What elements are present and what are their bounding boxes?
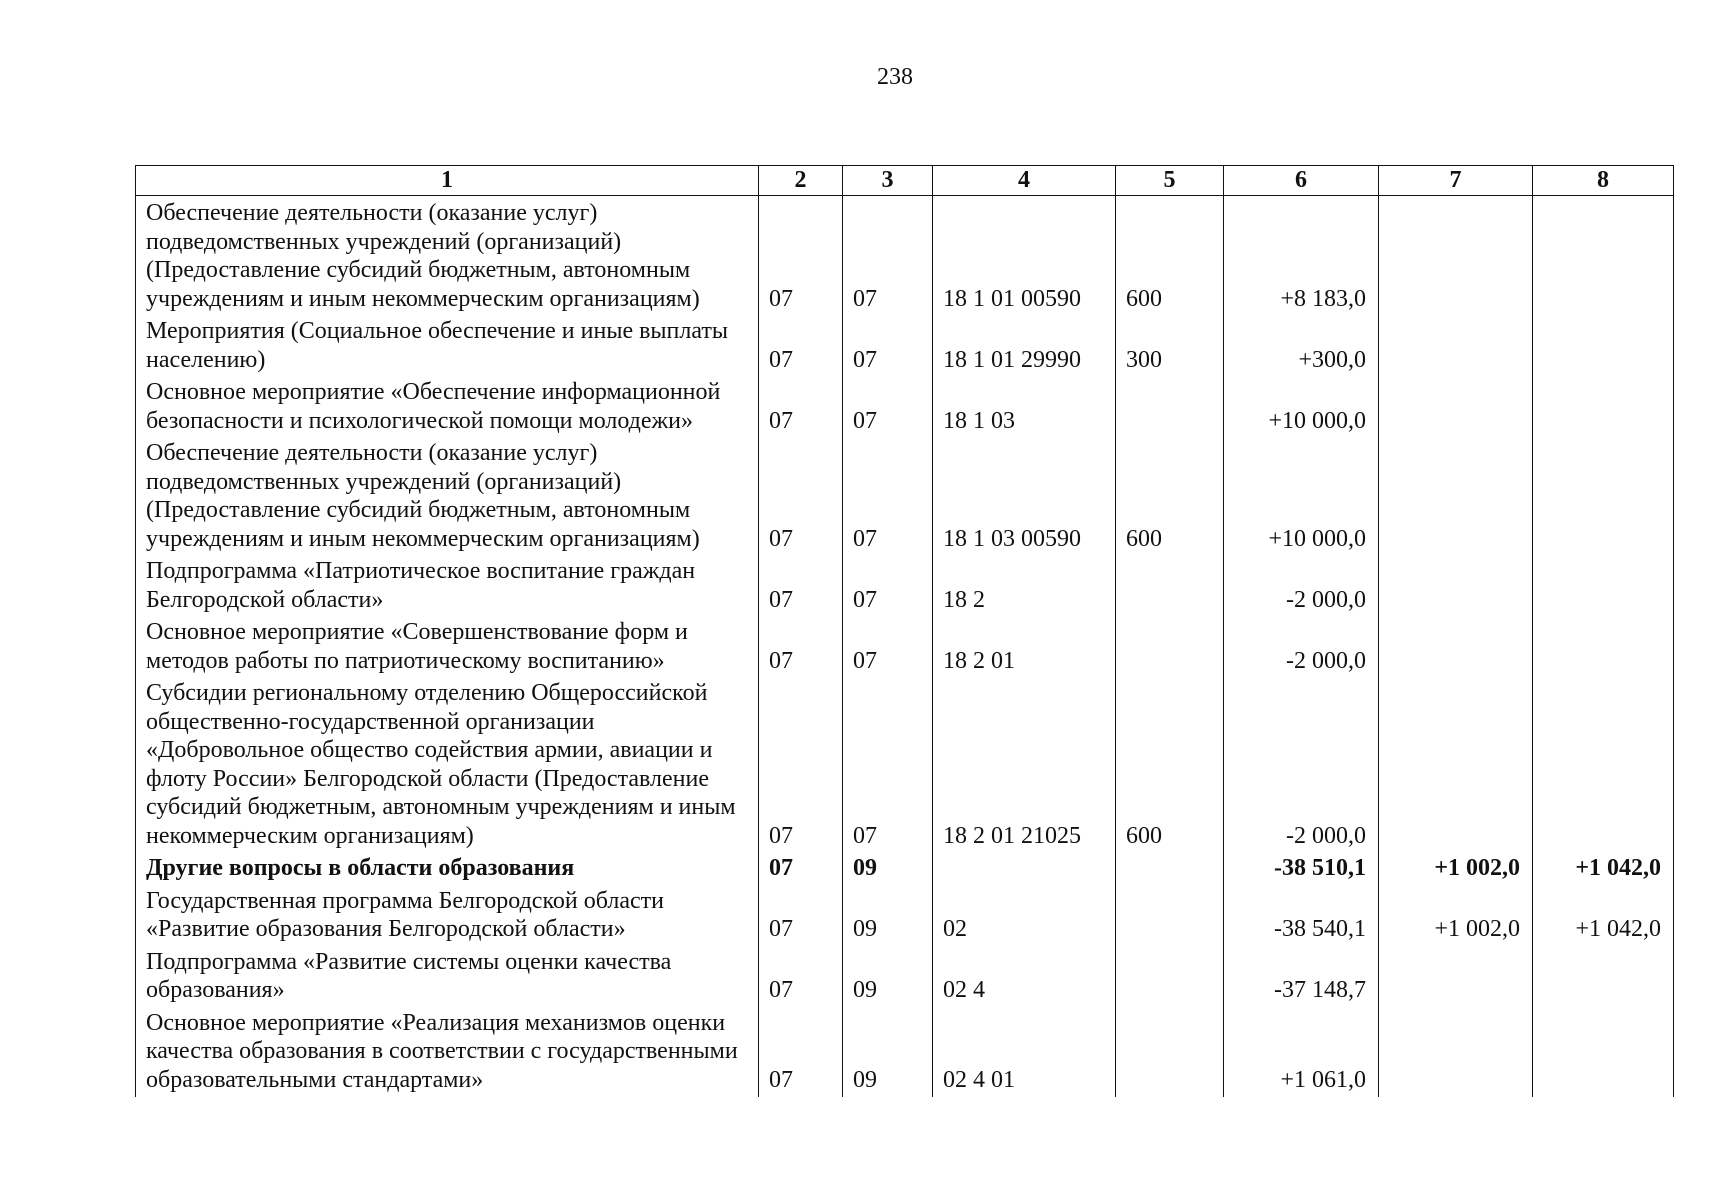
row-section-code: 07 (759, 947, 843, 1008)
column-header-2: 2 (759, 166, 843, 196)
row-target-article-code: 02 4 (933, 947, 1116, 1008)
table-row (136, 947, 1674, 1008)
table-row (136, 196, 1674, 317)
column-header-1: 1 (136, 166, 759, 196)
header-row (136, 166, 1674, 196)
table-row (136, 1008, 1674, 1098)
row-value-col7 (1379, 196, 1533, 317)
row-value-col7 (1379, 316, 1533, 377)
row-target-article-code (933, 853, 1116, 886)
row-section-code: 07 (759, 886, 843, 947)
row-expense-type-code: 600 (1116, 196, 1224, 317)
row-value-col7 (1379, 377, 1533, 438)
table-row (136, 316, 1674, 377)
row-expense-type-code (1116, 617, 1224, 678)
row-target-article-code: 18 1 03 00590 (933, 438, 1116, 556)
row-value-col6: +8 183,0 (1224, 196, 1379, 317)
row-value-col8 (1533, 1008, 1674, 1098)
row-section-code: 07 (759, 1008, 843, 1098)
row-description: Основное мероприятие «Обеспечение информационной безопасности и психологической помощи молодежи» (136, 377, 759, 438)
row-target-article-code: 02 (933, 886, 1116, 947)
table-row (136, 678, 1674, 853)
table-row (136, 617, 1674, 678)
row-subsection-code: 07 (843, 678, 933, 853)
table-row (136, 377, 1674, 438)
row-value-col8 (1533, 556, 1674, 617)
column-header-4: 4 (933, 166, 1116, 196)
row-subsection-code: 07 (843, 377, 933, 438)
row-value-col8 (1533, 678, 1674, 853)
row-description: Обеспечение деятельности (оказание услуг) подведомственных учреждений (организаций) (Предоставление субсидий бюджетным, автономным учреждениям и иным некоммерческим организациям) (136, 438, 759, 556)
row-value-col7 (1379, 1008, 1533, 1098)
row-subsection-code: 07 (843, 316, 933, 377)
row-value-col7: +1 002,0 (1379, 853, 1533, 886)
row-subsection-code: 09 (843, 853, 933, 886)
row-value-col8 (1533, 377, 1674, 438)
row-value-col8 (1533, 196, 1674, 317)
row-value-col6: +10 000,0 (1224, 377, 1379, 438)
row-value-col6: +300,0 (1224, 316, 1379, 377)
row-value-col6: -2 000,0 (1224, 678, 1379, 853)
table-row (136, 853, 1674, 886)
table-row (136, 556, 1674, 617)
table-row (136, 438, 1674, 556)
row-value-col6: -38 540,1 (1224, 886, 1379, 947)
row-section-code: 07 (759, 438, 843, 556)
page-number: 238 (877, 64, 913, 90)
row-description: Основное мероприятие «Реализация механизмов оценки качества образования в соответствии с государственными образовательными стандартами» (136, 1008, 759, 1098)
row-expense-type-code: 300 (1116, 316, 1224, 377)
row-expense-type-code: 600 (1116, 678, 1224, 853)
row-value-col6: -37 148,7 (1224, 947, 1379, 1008)
row-section-code: 07 (759, 377, 843, 438)
row-value-col8 (1533, 438, 1674, 556)
column-header-7: 7 (1379, 166, 1533, 196)
row-value-col8 (1533, 947, 1674, 1008)
row-value-col7 (1379, 678, 1533, 853)
row-description: Субсидии региональному отделению Общероссийской общественно-государственной организации «Добровольное общество содействия армии, авиации и флоту России» Белгородской области (Предоставление субсидий бюджетным, автономным учреждениям и иным некоммерческим организациям) (136, 678, 759, 853)
row-value-col8 (1533, 316, 1674, 377)
row-expense-type-code: 600 (1116, 438, 1224, 556)
row-value-col6: -2 000,0 (1224, 556, 1379, 617)
row-description: Мероприятия (Социальное обеспечение и иные выплаты населению) (136, 316, 759, 377)
row-target-article-code: 18 1 03 (933, 377, 1116, 438)
row-value-col7 (1379, 947, 1533, 1008)
row-value-col8: +1 042,0 (1533, 853, 1674, 886)
table-row (136, 886, 1674, 947)
row-subsection-code: 09 (843, 886, 933, 947)
row-section-code: 07 (759, 678, 843, 853)
row-target-article-code: 18 2 01 (933, 617, 1116, 678)
budget-table (135, 165, 1674, 1097)
row-value-col7: +1 002,0 (1379, 886, 1533, 947)
row-section-code: 07 (759, 853, 843, 886)
row-value-col6: +10 000,0 (1224, 438, 1379, 556)
row-value-col6: -38 510,1 (1224, 853, 1379, 886)
row-section-code: 07 (759, 196, 843, 317)
row-target-article-code: 02 4 01 (933, 1008, 1116, 1098)
row-expense-type-code (1116, 886, 1224, 947)
row-subsection-code: 07 (843, 196, 933, 317)
row-value-col8 (1533, 617, 1674, 678)
table-body (136, 196, 1674, 1098)
row-subsection-code: 09 (843, 947, 933, 1008)
column-header-5: 5 (1116, 166, 1224, 196)
row-value-col7 (1379, 438, 1533, 556)
row-expense-type-code (1116, 1008, 1224, 1098)
row-value-col6: +1 061,0 (1224, 1008, 1379, 1098)
row-expense-type-code (1116, 377, 1224, 438)
column-header-6: 6 (1224, 166, 1379, 196)
row-subsection-code: 07 (843, 617, 933, 678)
column-header-8: 8 (1533, 166, 1674, 196)
row-description: Подпрограмма «Патриотическое воспитание граждан Белгородской области» (136, 556, 759, 617)
row-expense-type-code (1116, 947, 1224, 1008)
row-description: Обеспечение деятельности (оказание услуг) подведомственных учреждений (организаций) (Предоставление субсидий бюджетным, автономным учреждениям и иным некоммерческим организациям) (136, 196, 759, 317)
row-section-code: 07 (759, 617, 843, 678)
row-section-code: 07 (759, 556, 843, 617)
row-description: Подпрограмма «Развитие системы оценки качества образования» (136, 947, 759, 1008)
row-value-col7 (1379, 556, 1533, 617)
column-header-3: 3 (843, 166, 933, 196)
row-subsection-code: 07 (843, 438, 933, 556)
row-target-article-code: 18 2 (933, 556, 1116, 617)
row-target-article-code: 18 2 01 21025 (933, 678, 1116, 853)
row-value-col8: +1 042,0 (1533, 886, 1674, 947)
row-expense-type-code (1116, 853, 1224, 886)
row-subsection-code: 07 (843, 556, 933, 617)
row-target-article-code: 18 1 01 00590 (933, 196, 1116, 317)
row-section-code: 07 (759, 316, 843, 377)
row-target-article-code: 18 1 01 29990 (933, 316, 1116, 377)
row-description: Другие вопросы в области образования (136, 853, 759, 886)
row-description: Основное мероприятие «Совершенствование форм и методов работы по патриотическому воспитанию» (136, 617, 759, 678)
row-subsection-code: 09 (843, 1008, 933, 1098)
row-value-col7 (1379, 617, 1533, 678)
row-description: Государственная программа Белгородской области «Развитие образования Белгородской области» (136, 886, 759, 947)
row-value-col6: -2 000,0 (1224, 617, 1379, 678)
row-expense-type-code (1116, 556, 1224, 617)
